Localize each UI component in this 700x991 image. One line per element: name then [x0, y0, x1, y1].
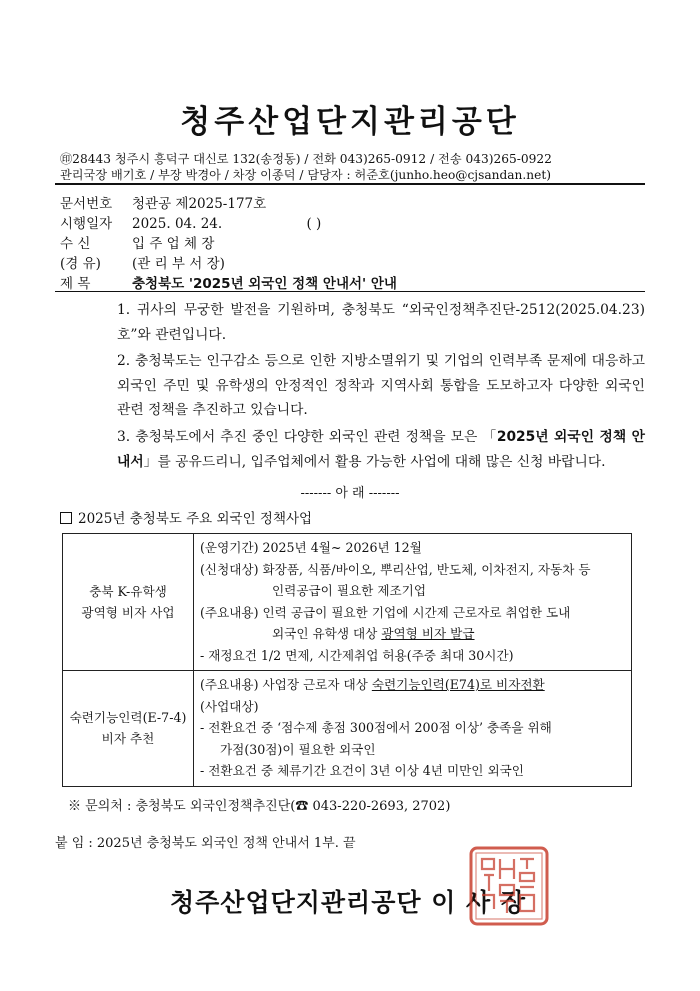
- program-2-condition-1-cont: 가점(30점)이 필요한 외국인: [220, 741, 376, 757]
- official-seal-icon: [468, 845, 550, 927]
- program-1-name: [63, 534, 194, 671]
- program-2-name-line-1: 숙련기능인력(E-7-4): [69, 710, 187, 726]
- program-1-name-line-1: 충북 K-유학생: [89, 584, 167, 599]
- via-row: [60, 252, 225, 272]
- paragraph-2: [55, 349, 645, 423]
- org-title: 청주산업단지관리공단: [180, 104, 520, 140]
- program-2-content: (주요내용) 사업장 근로자 대상: [200, 677, 372, 692]
- guidebook-title: 2025년 외국인 정책 안내서: [117, 429, 646, 470]
- inquiry-contact: ※ 문의처 : 충청북도 외국인정책추진단(☎ 043-220-2693, 2702): [68, 799, 451, 814]
- program-1-content-cont: 외국인 유학생 대상: [272, 626, 382, 641]
- subject-label: 제 목: [60, 276, 91, 292]
- program-1-content: (주요내용) 인력 공급이 필요한 기업에 시간제 근로자로 취업한 도내: [200, 604, 571, 620]
- paragraph-2-text: 2. 충청북도는 인구감소 등으로 인한 지방소멸위기 및 기업의 인력부족 문제에 대응하고 외국인 주민 및 유학생의 안정적인 정착과 지역사회 통합을 도모하고자 다양한 외국인 관련 정책을 추진하고 있습니다.: [117, 353, 645, 418]
- doc-number: 청관공 제2025-177호: [132, 196, 267, 212]
- via-value: (관 리 부 서 장): [132, 256, 225, 272]
- contact-line-2: 관리국장 배기호 / 부장 박경아 / 차장 이종덕 / 담당자 : 허준호(junho.heo@cjsandan.net): [60, 168, 551, 182]
- programs-table: [62, 533, 632, 787]
- program-1-target: (신청대상) 화장품, 식품/바이오, 뿌리산업, 반도체, 이차전지, 자동차 등: [200, 561, 591, 577]
- section-title: 2025년 충청북도 주요 외국인 정책사업: [78, 511, 313, 527]
- program-1-target-cont: 인력공급이 필요한 제조기업: [272, 583, 426, 598]
- program-1-details: [194, 534, 632, 671]
- signature-line: 청주산업단지관리공단 이 사 장: [170, 888, 527, 917]
- program-2-details: [194, 671, 632, 787]
- subject-value: 충청북도 '2025년 외국인 정책 안내서' 안내: [132, 276, 397, 292]
- doc-number-label: 문서번호: [60, 196, 113, 212]
- recipient-row: [60, 232, 214, 252]
- recipient-value: 입 주 업 체 장: [132, 236, 215, 252]
- program-1-period: (운영기간) 2025년 4월~ 2026년 12월: [200, 540, 422, 555]
- program-2-target-label: (사업대상): [200, 698, 259, 714]
- table-row: [63, 671, 632, 787]
- program-2-visa-highlight: 숙련기능인력(E74)로 비자전환: [371, 677, 545, 692]
- paragraph-3: [55, 425, 645, 474]
- separator-line: ------- 아 래 -------: [300, 486, 400, 501]
- recipient-label: 수 신: [60, 236, 91, 252]
- via-label: (경 유): [60, 256, 101, 272]
- section-title-row: [60, 507, 312, 527]
- program-2-condition-2: - 전환요건 중 체류기간 요건이 3년 이상 4년 미만인 외국인: [200, 763, 524, 778]
- program-2-name: [63, 671, 194, 787]
- doc-number-row: [60, 192, 266, 212]
- paragraph-3-text-b: 」를 공유드리니, 입주업체에서 활용 가능한 사업에 대해 많은 신청 바랍니다.: [143, 453, 606, 470]
- date-row: [60, 212, 321, 232]
- table-row: [63, 534, 632, 671]
- date-value: 2025. 04. 24.: [132, 216, 223, 232]
- date-label: 시행일자: [60, 216, 113, 232]
- program-1-benefit: - 재정요건 1/2 면제, 시간제취업 허용(주중 최대 30시간): [200, 647, 514, 663]
- attachment-line: 붙 임 : 2025년 충청북도 외국인 정책 안내서 1부. 끝: [55, 836, 356, 851]
- checkbox-icon: [60, 512, 72, 524]
- program-1-visa-highlight: 광역형 비자 발급: [381, 626, 475, 641]
- program-2-name-line-2: 비자 추천: [101, 731, 155, 747]
- paragraph-3-text-a: 3. 충청북도에서 추진 중인 다양한 외국인 관련 정책을 모은 「: [117, 429, 497, 445]
- header-divider: [55, 183, 645, 185]
- subject-divider: [55, 291, 645, 292]
- paragraph-1: [55, 298, 645, 347]
- date-paren: ( ): [306, 216, 322, 232]
- paragraph-1-text: 1. 귀사의 무궁한 발전을 기원하며, 충청북도 “외국인정책추진단-2512(2025.04.23)호”와 관련입니다.: [117, 302, 645, 343]
- contact-line-1: ㊞28443 청주시 흥덕구 대신로 132(송정동) / 전화 043)265-0912 / 전송 043)265-0922: [60, 152, 552, 166]
- subject-row: [60, 272, 397, 292]
- program-2-condition-1: - 전환요건 중 ‘점수제 총점 300점에서 200점 이상’ 충족을 위해: [200, 720, 552, 735]
- program-1-name-line-2: 광역형 비자 사업: [81, 605, 175, 620]
